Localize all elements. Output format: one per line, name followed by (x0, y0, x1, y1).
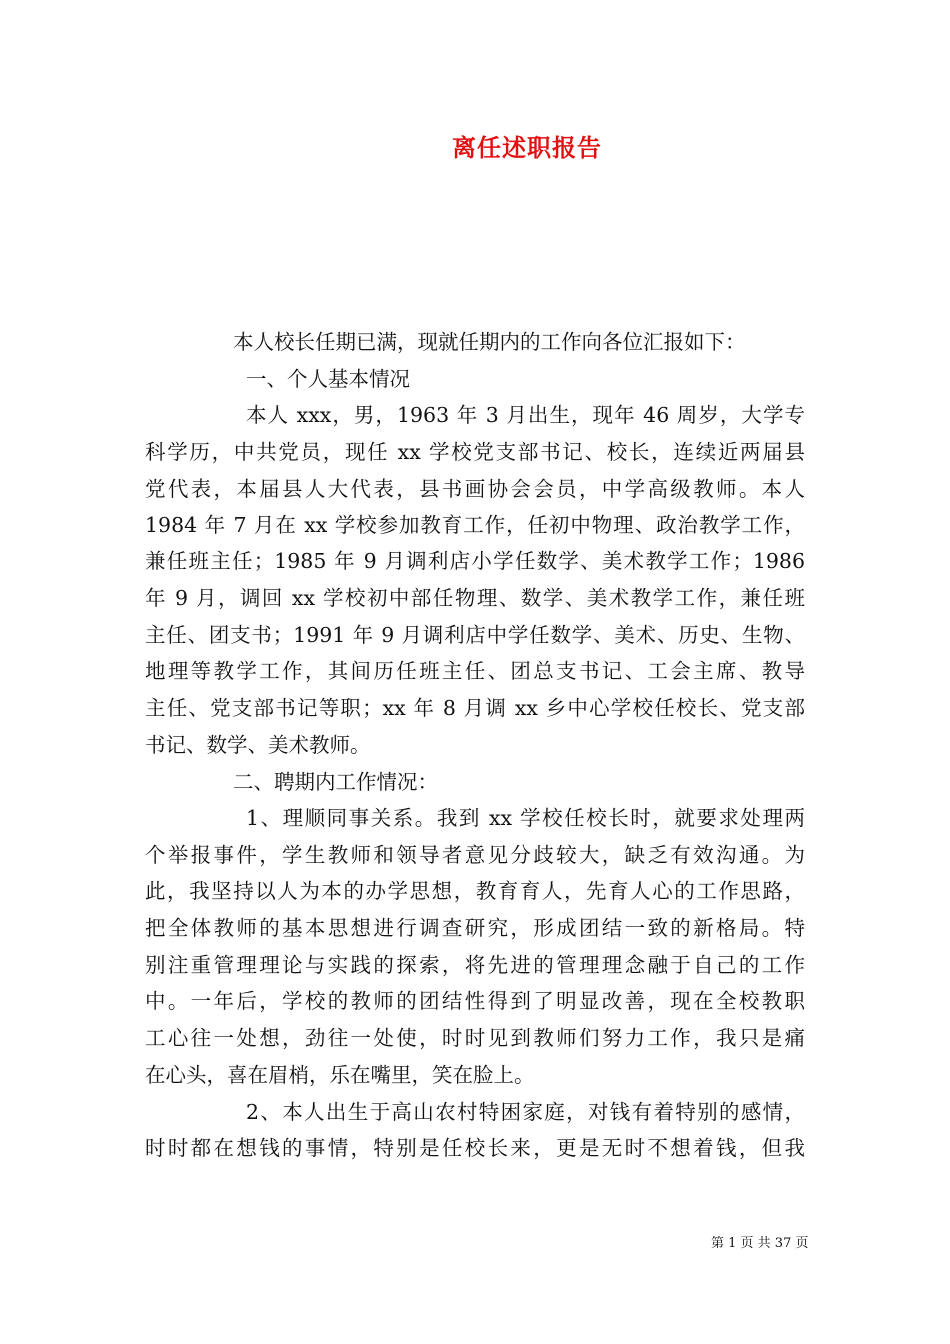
paragraph-line: 1、理顺同事关系。我到 xx 学校任校长时，就要求处理两 (246, 806, 805, 830)
paragraph-line: 中。一年后，学校的教师的团结性得到了明显改善，现在全校教职 (145, 989, 805, 1013)
intro-line: 本人校长任期已满，现就任期内的工作向各位汇报如下： (233, 330, 746, 354)
paragraph-line: 个举报事件，学生教师和领导者意见分歧较大，缺乏有效沟通。为 (145, 843, 805, 867)
paragraph-line: 地理等教学工作，其间历任班主任、团总支书记、工会主席、教导 (145, 659, 805, 683)
paragraph-line: 兼任班主任；1985 年 9 月调利店小学任数学、美术教学工作；1986 (145, 549, 805, 573)
paragraph-line: 工心往一处想，劲往一处使，时时见到教师们努力工作，我只是痛 (145, 1026, 805, 1050)
paragraph-line: 把全体教师的基本思想进行调查研究，形成团结一致的新格局。特 (145, 916, 805, 940)
paragraph-line: 科学历，中共党员，现任 xx 学校党支部书记、校长，连续近两届县 (145, 440, 805, 464)
paragraph-line: 书记、数学、美术教师。 (145, 733, 371, 757)
paragraph-line: 在心头，喜在眉梢，乐在嘴里，笑在脸上。 (145, 1063, 535, 1087)
document-title: 离任述职报告 (452, 133, 602, 162)
paragraph-line: 2、本人出生于高山农村特困家庭，对钱有着特别的感情， (246, 1100, 805, 1124)
paragraph-line: 主任、团支书；1991 年 9 月调利店中学任数学、美术、历史、生物、 (145, 623, 805, 647)
paragraph-line: 本人 xxx，男，1963 年 3 月出生，现年 46 周岁，大学专 (246, 403, 805, 427)
paragraph-line: 主任、党支部书记等职；xx 年 8 月调 xx 乡中心学校任校长、党支部 (145, 696, 805, 720)
section-heading-2: 二、聘期内工作情况： (233, 770, 438, 794)
paragraph-line: 党代表，本届县人大代表，县书画协会会员，中学高级教师。本人 (145, 477, 805, 501)
page-number: 第 1 页 共 37 页 (711, 1236, 809, 1251)
paragraph-line: 别注重管理理论与实践的探索，将先进的管理理念融于自己的工作 (145, 953, 805, 977)
section-heading-1: 一、个人基本情况 (246, 367, 410, 391)
paragraph-line: 1984 年 7 月在 xx 学校参加教育工作，任初中物理、政治教学工作， (145, 513, 805, 537)
paragraph-line: 此，我坚持以人为本的办学思想，教育育人，先育人心的工作思路， (145, 879, 805, 903)
paragraph-line: 时时都在想钱的事情，特别是任校长来，更是无时不想着钱，但我 (145, 1136, 805, 1160)
paragraph-line: 年 9 月，调回 xx 学校初中部任物理、数学、美术教学工作，兼任班 (145, 586, 805, 610)
